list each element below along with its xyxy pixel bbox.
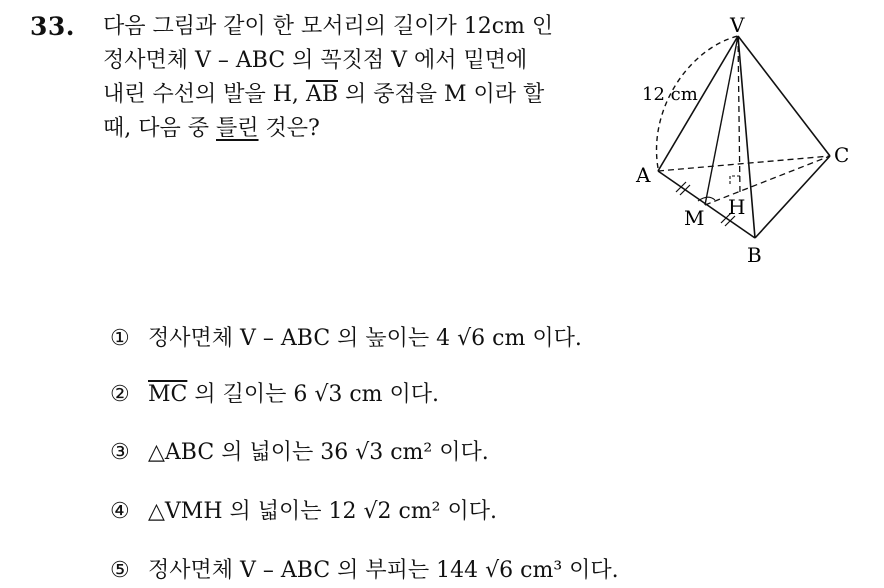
edge-ac [658, 156, 830, 171]
label-v: V [730, 13, 745, 37]
question-line-3 [103, 78, 623, 112]
choice-4[interactable] [110, 495, 497, 529]
choice-5-text: 정사면체 V – ABC 의 부피는 144 √6 cm³ 이다. [148, 558, 619, 583]
choice-3[interactable] [110, 436, 489, 470]
segment-ab: $\overline{AB}$ [305, 82, 338, 107]
label-m: M [684, 206, 705, 230]
segment-mc: $\overline{MC}$ [148, 382, 188, 407]
underlined-wrong: 틀린 [216, 116, 259, 141]
question-text [103, 10, 623, 146]
choice-4-text: △VMH 의 넓이는 12 √2 cm² 이다. [148, 499, 497, 524]
choice-2-text: 의 길이는 6 √3 cm 이다. [187, 382, 440, 407]
edge-vm [705, 36, 738, 205]
choice-3-text: △ABC 의 넓이는 36 √3 cm² 이다. [148, 440, 489, 465]
question-line-1: 다음 그림과 같이 한 모서리의 길이가 12cm 인 [103, 14, 554, 39]
label-b: B [747, 243, 762, 267]
choice-2[interactable] [110, 378, 439, 412]
question-line-3b: 의 중점을 M 이라 할 [345, 82, 545, 107]
question-line-3a: 내린 수선의 발을 H, [103, 82, 299, 107]
question-number: 33. [30, 12, 75, 41]
choice-1-mark: ① [110, 326, 130, 351]
label-a: A [636, 163, 651, 187]
question-line-2: 정사면체 V – ABC 의 꼭짓점 V 에서 밑면에 [103, 48, 528, 73]
question-line-4a: 때, 다음 중 [103, 116, 209, 141]
edge-vc [738, 36, 830, 156]
choice-2-mark: ② [110, 382, 130, 407]
choice-3-mark: ③ [110, 440, 130, 465]
choice-1-text: 정사면체 V – ABC 의 높이는 4 √6 cm 이다. [148, 326, 582, 351]
line-mc [705, 156, 830, 205]
choice-1[interactable] [110, 322, 582, 356]
label-c: C [834, 143, 850, 167]
edge-bc [755, 156, 830, 238]
label-h: H [728, 195, 746, 219]
right-angle-mark [730, 176, 740, 184]
tetrahedron-figure [620, 8, 860, 270]
choice-5-mark: ⑤ [110, 558, 130, 583]
question-line-4b: 것은? [265, 116, 320, 141]
choice-4-mark: ④ [110, 499, 130, 524]
label-edge: 12 cm [642, 84, 698, 105]
question-line-4 [103, 112, 623, 146]
